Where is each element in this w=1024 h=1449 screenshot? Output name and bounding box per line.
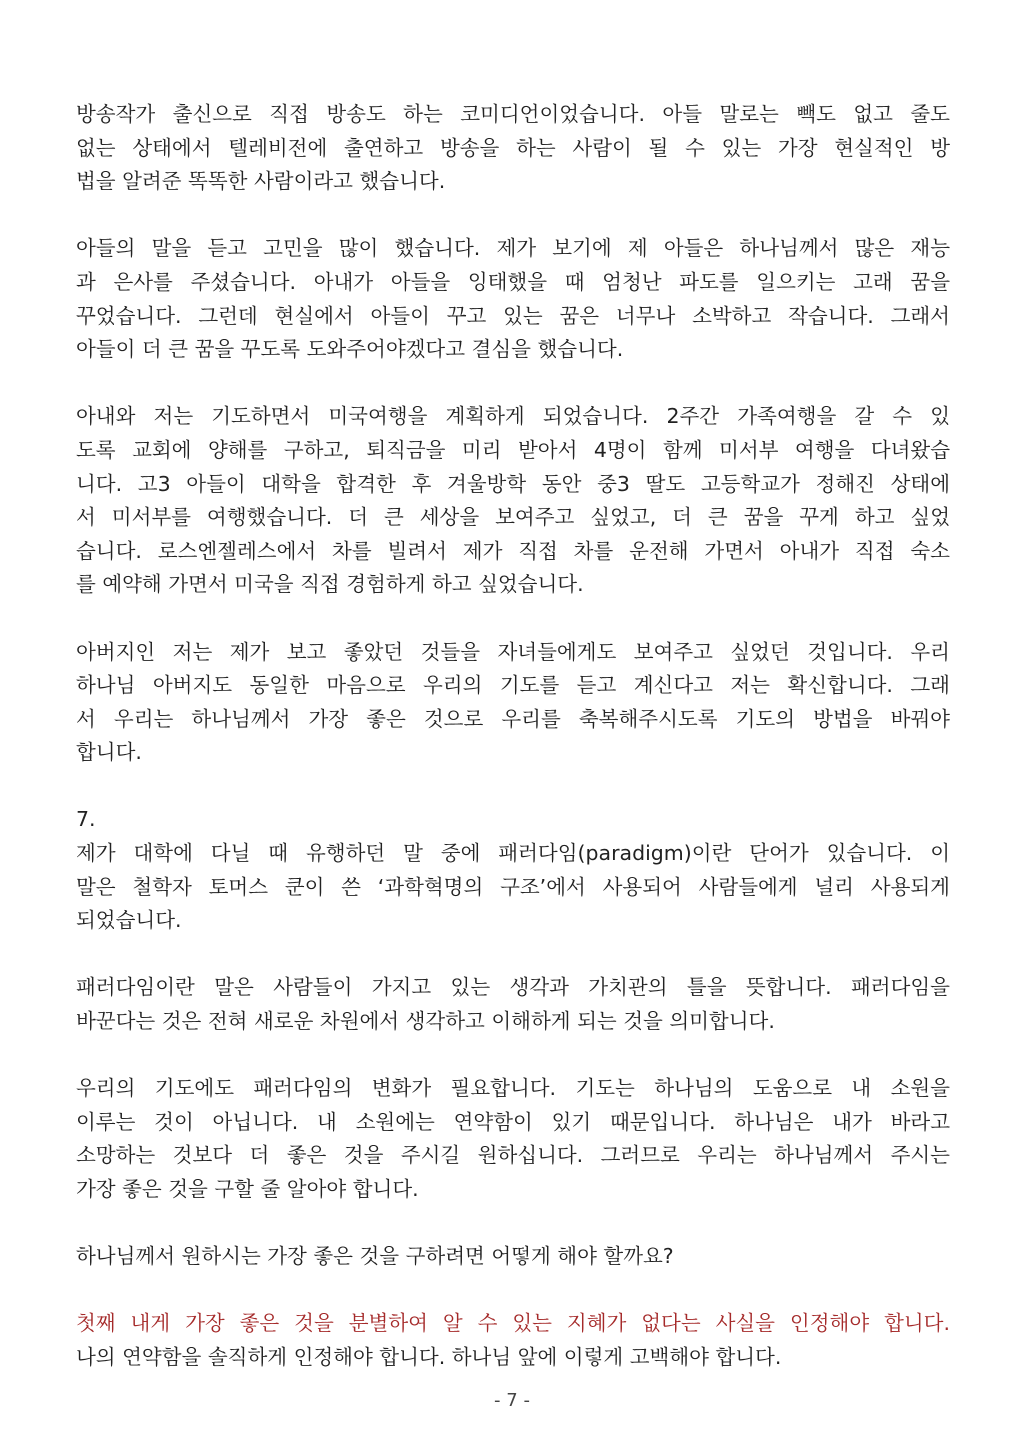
text-line: 가장 좋은 것을 구할 줄 알아야 합니다. <box>76 1177 419 1201</box>
paragraph-1 <box>76 98 950 199</box>
text-line: 패러다임이란 말은 사람들이 가지고 있는 생각과 가치관의 틀을 뜻합니다. 패러다임을 <box>76 975 950 1000</box>
text-line: 없는 상태에서 텔레비전에 출연하고 방송을 하는 사람이 될 수 있는 가장 현실적인 방 <box>76 135 950 160</box>
text-line: 서 우리는 하나님께서 가장 좋은 것으로 우리를 축복해주시도록 기도의 방법을 바꿔야 <box>76 706 950 731</box>
text-line: 말은 철학자 토머스 쿤이 쓴 ‘과학혁명의 구조’에서 사용되어 사람들에게 널리 사용되게 <box>76 874 950 899</box>
paragraph-6 <box>76 971 950 1038</box>
text-line: 습니다. 로스엔젤레스에서 차를 빌려서 제가 직접 차를 운전해 가면서 아내가 직접 숙소 <box>76 538 950 563</box>
text-line: 꾸었습니다. 그런데 현실에서 아들이 꾸고 있는 꿈은 너무나 소박하고 작습니다. 그래서 <box>76 303 950 328</box>
text-line: 이루는 것이 아닙니다. 내 소원에는 연약함이 있기 때문입니다. 하나님은 내가 바라고 <box>76 1109 950 1134</box>
page-number: - 7 - <box>494 1390 530 1411</box>
text-line: 아들의 말을 듣고 고민을 많이 했습니다. 제가 보기에 제 아들은 하나님께서 많은 재능 <box>76 236 950 261</box>
text-line: 하나님께서 원하시는 가장 좋은 것을 구하려면 어떻게 해야 할까요? <box>76 1244 674 1269</box>
paragraph-3 <box>76 400 950 602</box>
paragraph-4 <box>76 636 950 770</box>
text-line: 를 예약해 가면서 미국을 직접 경험하게 하고 싶었습니다. <box>76 572 584 597</box>
section-number: 7. <box>76 807 96 832</box>
paragraph-5 <box>76 803 950 937</box>
text-line: 도록 교회에 양해를 구하고, 퇴직금을 미리 받아서 4명이 함께 미서부 여행을 다녀왔습 <box>76 437 950 462</box>
text-line: 하나님 아버지도 동일한 마음으로 우리의 기도를 듣고 계신다고 저는 확신합니다. 그래 <box>76 673 950 698</box>
paragraph-2 <box>76 232 950 366</box>
paragraph-8 <box>76 1240 950 1274</box>
text-line: 합니다. <box>76 740 142 765</box>
paragraph-7 <box>76 1072 950 1206</box>
text-line: 되었습니다. <box>76 908 182 933</box>
text-line: 방송작가 출신으로 직접 방송도 하는 코미디언이었습니다. 아들 말로는 빽도 없고 줄도 <box>76 102 950 126</box>
text-line: 아들이 더 큰 꿈을 꾸도록 도와주어야겠다고 결심을 했습니다. <box>76 337 624 362</box>
text-line: 나의 연약함을 솔직하게 인정해야 합니다. 하나님 앞에 이렇게 고백해야 합니다. <box>76 1344 782 1369</box>
text-line: 우리의 기도에도 패러다임의 변화가 필요합니다. 기도는 하나님의 도움으로 내 소원을 <box>76 1076 950 1101</box>
text-line: 소망하는 것보다 더 좋은 것을 주시길 원하십니다. 그러므로 우리는 하나님께서 주시는 <box>76 1143 950 1168</box>
text-line: 아버지인 저는 제가 보고 좋았던 것들을 자녀들에게도 보여주고 싶었던 것입니다. 우리 <box>76 639 950 664</box>
text-line: 바꾼다는 것은 전혀 새로운 차원에서 생각하고 이해하게 되는 것을 의미합니다. <box>76 1009 775 1034</box>
text-line: 아내와 저는 기도하면서 미국여행을 계획하게 되었습니다. 2주간 가족여행을 갈 수 있 <box>76 404 950 429</box>
text-line: 제가 대학에 다닐 때 유행하던 말 중에 패러다임(paradigm)이란 단어가 있습니다. 이 <box>76 841 950 866</box>
text-line: 법을 알려준 똑똑한 사람이라고 했습니다. <box>76 169 446 194</box>
text-line: 니다. 고3 아들이 대학을 합격한 후 겨울방학 동안 중3 딸도 고등학교가 정해진 상태에 <box>76 471 950 496</box>
text-line: 과 은사를 주셨습니다. 아내가 아들을 잉태했을 때 엄청난 파도를 일으키는 고래 꿈을 <box>76 269 950 294</box>
text-line: 서 미서부를 여행했습니다. 더 큰 세상을 보여주고 싶었고, 더 큰 꿈을 꾸게 하고 싶었 <box>76 505 950 530</box>
document-body <box>76 98 950 1375</box>
paragraph-9 <box>76 1307 950 1374</box>
highlighted-statement: 첫째 내게 가장 좋은 것을 분별하여 알 수 있는 지혜가 없다는 사실을 인정해야 합니다. <box>76 1311 950 1336</box>
